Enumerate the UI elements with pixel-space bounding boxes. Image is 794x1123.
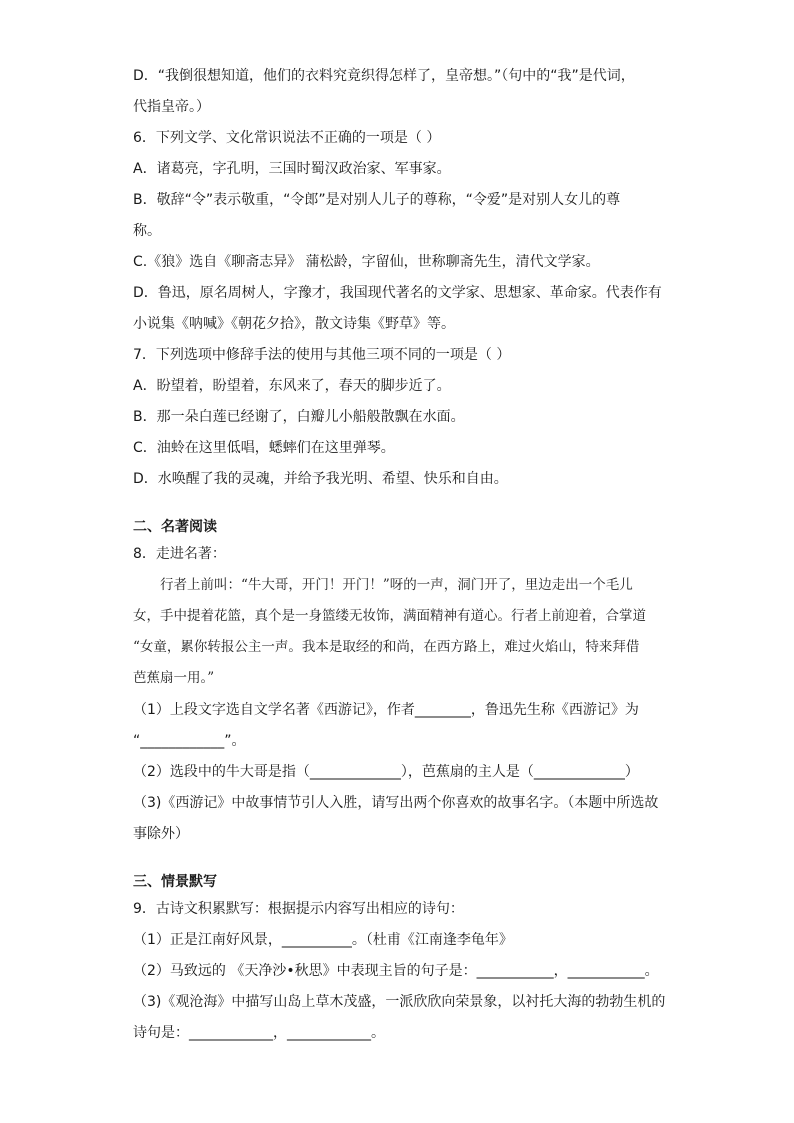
q7-stem: 7．下列选项中修辞手法的使用与其他三项不同的一项是（ ） xyxy=(133,347,511,363)
q8-stem: 8．走进名著： xyxy=(133,546,226,562)
q8-sub1-line2: “____________”。 xyxy=(133,733,246,749)
q6-option-d-line2: 小说集《呐喊》《朝花夕拾》，散文诗集《野草》等。 xyxy=(133,316,455,332)
passage-line: “女童，累你转报公主一声。我本是取经的和尚，在西方路上，难过火焰山，特来拜借 xyxy=(133,639,640,655)
q6-option-b-line1: B．敬辞“令”表示敬重，“令郎”是对别人儿子的尊称，“令爱”是对别人女儿的尊 xyxy=(133,192,621,208)
q8-sub3-line2: 事除外） xyxy=(133,826,189,842)
q6-option-d-line1: D．鲁迅，原名周树人，字豫才，我国现代著名的文学家、思想家、革命家。代表作有 xyxy=(133,285,662,301)
passage-line: 芭蕉扇一用。” xyxy=(133,670,215,686)
q8-sub1-line1: （1）上段文字选自文学名著《西游记》，作者________，鲁迅先生称《西游记》为 xyxy=(133,702,639,718)
q7-option-a: A．盼望着，盼望着，东风来了，春天的脚步近了。 xyxy=(133,378,451,394)
q6-option-a: A．诸葛亮，字孔明，三国时蜀汉政治家、军事家。 xyxy=(133,161,451,177)
q9-sub3-line2: 诗句是：____________，____________。 xyxy=(133,1025,385,1041)
q5-option-d-line2: 代指皇帝。） xyxy=(133,99,210,115)
q9-sub3-line1: （3)《观沧海》中描写山岛上草木茂盛，一派欣欣向荣景象，以衬托大海的勃勃生机的 xyxy=(133,994,666,1010)
q5-option-d-line1: D．“我倒很想知道，他们的衣料究竟织得怎样了，皇帝想。”（句中的“我”是代词， xyxy=(133,68,635,84)
q6-option-c: C.《狼》选自《聊斋志异》 蒲松龄，字留仙，世称聊斋先生，清代文学家。 xyxy=(133,254,600,270)
q7-option-b: B．那一朵白莲已经谢了，白瓣儿小船般散飘在水面。 xyxy=(133,409,465,425)
q8-sub2: （2）选段中的牛大哥是指（_____________），芭蕉扇的主人是（_____________） xyxy=(133,764,639,780)
passage-line: 行者上前叫：“牛大哥，开门！开门！”呀的一声，洞门开了，里边走出一个毛儿 xyxy=(160,577,633,593)
q6-option-b-line2: 称。 xyxy=(133,223,161,239)
q6-stem: 6．下列文学、文化常识说法不正确的一项是（ ） xyxy=(133,130,441,146)
section-3-title: 三、情景默写 xyxy=(133,874,217,890)
q7-option-c: C．油蛉在这里低唱，蟋蟀们在这里弹琴。 xyxy=(133,440,395,456)
q9-stem: 9．古诗文积累默写：根据提示内容写出相应的诗句： xyxy=(133,901,464,917)
q9-sub2: （2）马致远的 《天净沙•秋思》中表现主旨的句子是：___________，___________。 xyxy=(133,963,659,979)
passage-line: 女，手中提着花篮，真个是一身篮缕无妆饰，满面精神有道心。行者上前迎着，合掌道 xyxy=(133,608,646,624)
q9-sub1: （1）正是江南好风景，__________。（杜甫《江南逢李龟年》 xyxy=(133,932,513,948)
q8-sub3-line1: （3)《西游记》中故事情节引人入胜，请写出两个你喜欢的故事名字。（本题中所选故 xyxy=(133,795,659,811)
section-2-title: 二、名著阅读 xyxy=(133,519,217,535)
q7-option-d: D．水唤醒了我的灵魂，并给予我光明、希望、快乐和自由。 xyxy=(133,471,508,487)
